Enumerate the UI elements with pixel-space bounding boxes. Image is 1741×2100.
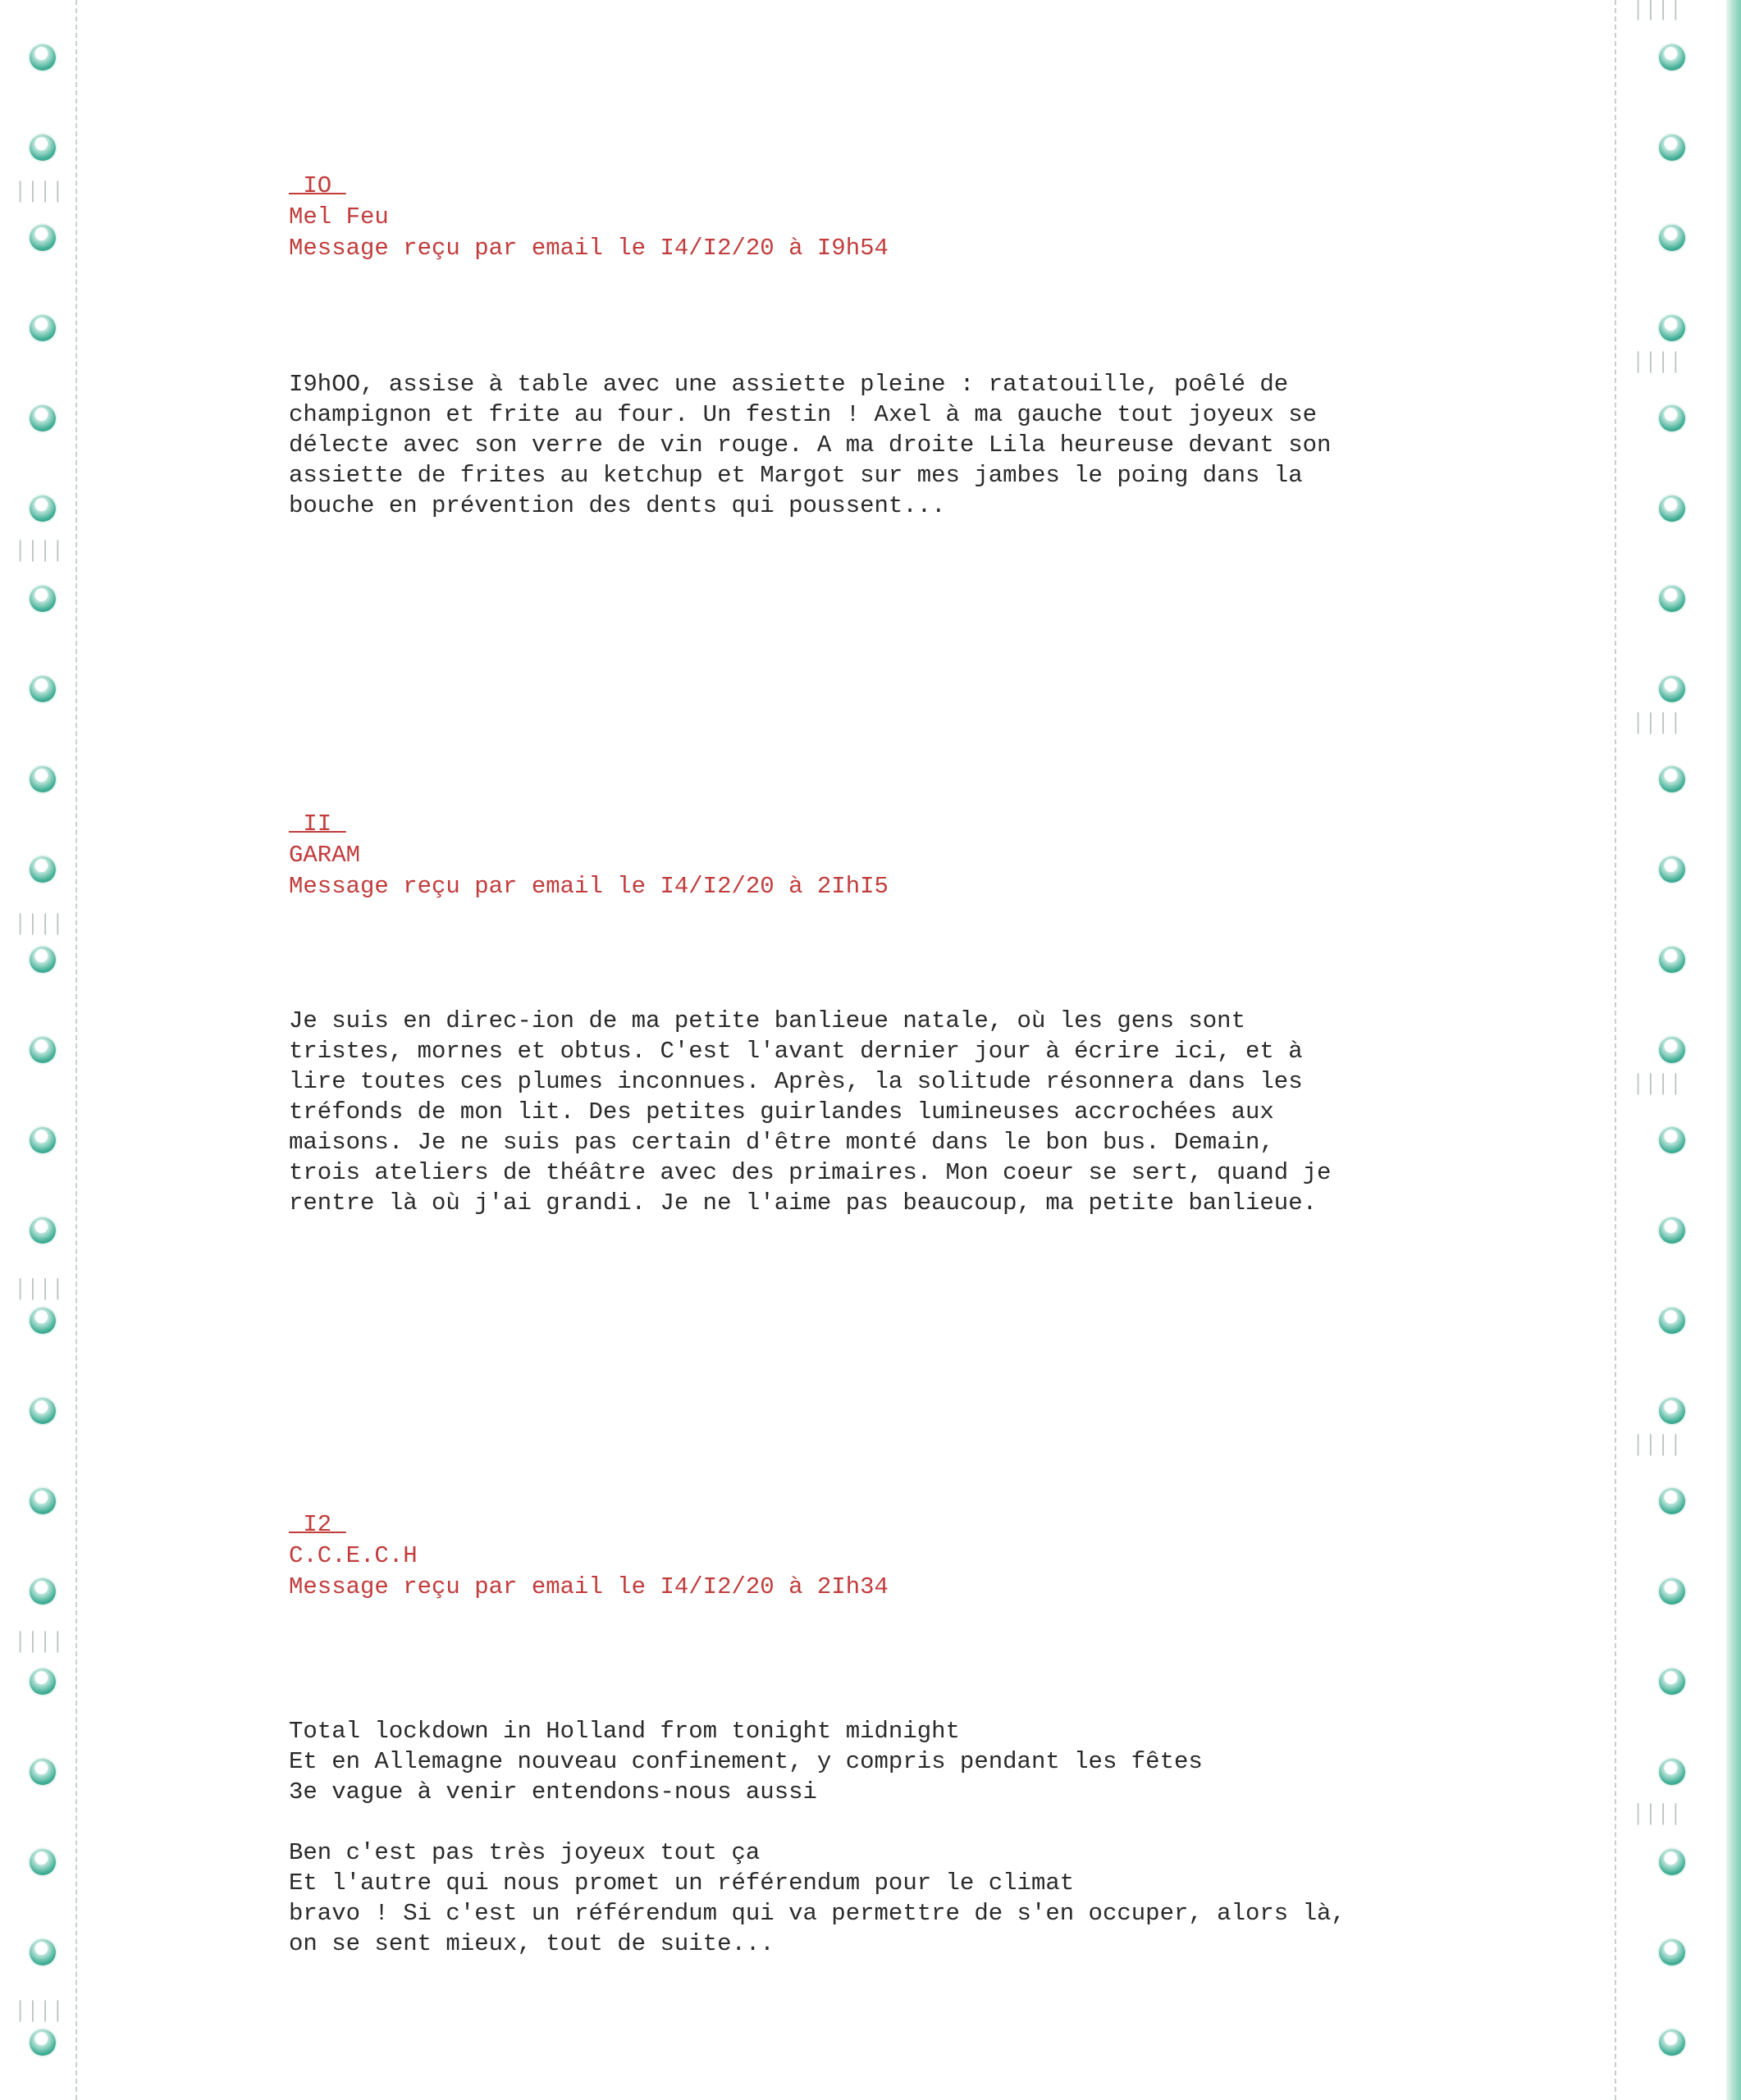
feed-hole xyxy=(30,44,56,71)
message-entry xyxy=(289,809,1331,1218)
feed-hole xyxy=(30,135,56,161)
feed-hole xyxy=(30,1849,56,1875)
feed-hole xyxy=(1659,495,1685,522)
perforation-tick: ││││ xyxy=(1633,714,1683,734)
feed-hole xyxy=(1659,1308,1685,1334)
feed-hole xyxy=(1659,947,1685,973)
feed-hole xyxy=(1659,676,1685,702)
feed-hole xyxy=(30,1759,56,1785)
feed-hole xyxy=(30,225,56,251)
feed-hole xyxy=(30,495,56,522)
feed-hole xyxy=(30,1217,56,1244)
entry-number: _I2_ xyxy=(289,1511,346,1538)
perforation-tick: ││││ xyxy=(15,1280,65,1300)
feed-hole xyxy=(1659,1759,1685,1785)
feed-hole xyxy=(30,586,56,612)
entry-body: I9hOO, assise à table avec une assiette pleine : ratatouille, poêlé de champignon et frite au four. Un festin ! Axel à ma gauche tout joyeux se délecte avec son verre de vin rouge. A ma droite Lila heureuse devant son assiette de frites au ketchup et Margot sur mes jambes le poing dans la bouche en prévention des dents qui poussent... xyxy=(289,371,1332,519)
feed-hole xyxy=(1659,1939,1685,1965)
feed-hole xyxy=(1659,1488,1685,1514)
feed-hole xyxy=(1659,225,1685,251)
feed-hole xyxy=(30,1127,56,1153)
entry-received-meta: Message reçu par email le I4/I2/20 à I9h54 xyxy=(289,235,889,262)
feed-hole xyxy=(1659,1217,1685,1244)
feed-hole xyxy=(30,2029,56,2056)
entry-author: C.C.E.C.H xyxy=(289,1542,418,1569)
perforation-tick: ││││ xyxy=(15,915,65,935)
feed-hole xyxy=(30,1037,56,1063)
feed-hole xyxy=(30,405,56,431)
entry-author: Mel Feu xyxy=(289,203,389,231)
feed-hole xyxy=(30,766,56,792)
feed-hole xyxy=(30,856,56,883)
feed-hole xyxy=(1659,1037,1685,1063)
feed-hole xyxy=(1659,1669,1685,1695)
feed-hole xyxy=(1659,1398,1685,1424)
feed-hole xyxy=(1659,586,1685,612)
perforation-tick: ││││ xyxy=(1633,1805,1683,1825)
perforation-tick: ││││ xyxy=(15,1632,65,1653)
perforation-tick: ││││ xyxy=(1633,1075,1683,1095)
feed-hole xyxy=(30,1578,56,1605)
feed-hole xyxy=(30,947,56,973)
feed-hole xyxy=(1659,2029,1685,2056)
feed-hole xyxy=(1659,44,1685,71)
entry-body: Je suis en direc-ion de ma petite banlieue natale, où les gens sont tristes, mornes et obtus. C'est l'avant dernier jour à écrire ici, et à lire toutes ces plumes inconnues. Après, la solitude résonnera dans les tréfonds de mon lit. Des petites guirlandes lumineuses accrochées aux maisons. Je ne suis pas certain d'être monté dans le bon bus. Demain, trois ateliers de théâtre avec des primaires. Mon coeur se sert, quand je rentre là où j'ai grandi. Je ne l'aime pas beaucoup, ma petite banlieue. xyxy=(289,1007,1332,1217)
feed-hole xyxy=(30,1488,56,1514)
feed-hole xyxy=(30,1939,56,1965)
entry-received-meta: Message reçu par email le I4/I2/20 à 2IhI5 xyxy=(289,873,889,900)
perforation-tick: ││││ xyxy=(15,2002,65,2022)
entry-author: GARAM xyxy=(289,842,361,869)
feed-hole xyxy=(30,1398,56,1424)
feed-hole xyxy=(1659,135,1685,161)
entry-number: _II_ xyxy=(289,810,346,838)
entry-received-meta: Message reçu par email le I4/I2/20 à 2Ih34 xyxy=(289,1573,889,1600)
right-perforation-line xyxy=(1615,0,1617,2100)
feed-hole xyxy=(30,676,56,702)
green-paper-edge xyxy=(1726,0,1741,2100)
perforation-tick: ││││ xyxy=(15,182,65,203)
perforation-tick: ││││ xyxy=(1633,1436,1683,1456)
feed-hole xyxy=(1659,856,1685,883)
perforation-tick: ││││ xyxy=(1633,0,1683,21)
feed-hole xyxy=(1659,1127,1685,1153)
message-entry xyxy=(289,171,1331,521)
feed-hole xyxy=(1659,405,1685,431)
perforation-tick: ││││ xyxy=(15,541,65,562)
feed-hole xyxy=(30,315,56,341)
feed-hole xyxy=(1659,766,1685,792)
feed-hole xyxy=(1659,1849,1685,1875)
feed-hole xyxy=(30,1669,56,1695)
message-entry xyxy=(289,1509,1346,1959)
left-perforation-line xyxy=(75,0,78,2100)
feed-hole xyxy=(30,1308,56,1334)
entry-body: Total lockdown in Holland from tonight midnight Et en Allemagne nouveau confinement, y compris pendant les fêtes 3e vague à venir entendons-nous aussi Ben c'est pas très joyeux tout ça Et l'autre qui nous promet un référendum pour le climat bravo ! Si c'est un référendum qui va permettre de s'en occuper, alors là, on se sent mieux, tout de suite... xyxy=(289,1718,1346,1957)
entry-number: _IO_ xyxy=(289,172,346,199)
perforation-tick: ││││ xyxy=(1633,353,1683,373)
feed-hole xyxy=(1659,1578,1685,1605)
feed-hole xyxy=(1659,315,1685,341)
